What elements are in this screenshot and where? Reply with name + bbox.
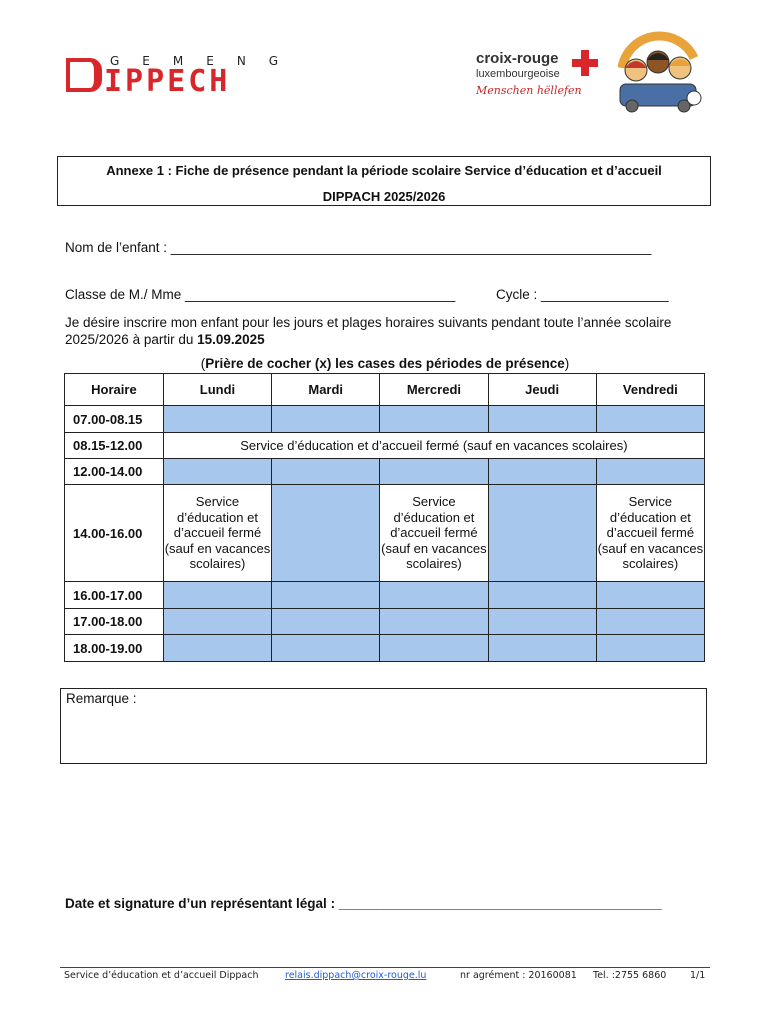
closed-afternoon-note-vendredi: Service d’éducation et d’accueil fermé (sauf en vacances scolaires): [596, 485, 704, 582]
footer-phone: Tel. :2755 6860: [593, 970, 667, 981]
checkbox-cell-mardi-0700[interactable]: [272, 406, 380, 433]
table-row: [65, 459, 705, 485]
document-title-box: [57, 156, 711, 206]
hour-cell: 12.00-14.00: [65, 459, 164, 485]
footer-agrement: nr agrément : 20160081: [460, 970, 577, 981]
signature-field[interactable]: Date et signature d’un représentant légal : ___________________________________________: [65, 896, 662, 911]
checkbox-cell-jeudi-1200[interactable]: [488, 459, 596, 485]
header-vendredi: Vendredi: [596, 374, 704, 406]
checkbox-cell-vendredi-1600[interactable]: [596, 582, 704, 609]
hour-cell: 07.00-08.15: [65, 406, 164, 433]
dippach-logo-d-shape: [66, 58, 102, 92]
table-row: [65, 635, 705, 662]
remark-box[interactable]: [60, 688, 707, 764]
checkbox-cell-jeudi-1800[interactable]: [488, 635, 596, 662]
table-row: [65, 406, 705, 433]
checkbox-cell-vendredi-1200[interactable]: [596, 459, 704, 485]
checkbox-cell-jeudi-1700[interactable]: [488, 609, 596, 635]
checkbox-cell-lundi-1200[interactable]: [163, 459, 271, 485]
document-title-line2: DIPPACH 2025/2026: [322, 189, 446, 204]
checkbox-cell-mardi-1600[interactable]: [272, 582, 380, 609]
checkbox-cell-lundi-0700[interactable]: [163, 406, 271, 433]
header-mercredi: Mercredi: [380, 374, 488, 406]
closed-afternoon-note-lundi: Service d’éducation et d’accueil fermé (sauf en vacances scolaires): [163, 485, 271, 582]
checkbox-cell-vendredi-1800[interactable]: [596, 635, 704, 662]
checkbox-cell-mercredi-0700[interactable]: [380, 406, 488, 433]
footer-email-link[interactable]: relais.dippach@croix-rouge.lu: [285, 970, 427, 981]
document-title-line1: Annexe 1 : Fiche de présence pendant la période scolaire Service d’éducation et d’accueil: [106, 163, 662, 178]
dippach-logo: [62, 50, 302, 99]
checkbox-cell-jeudi-1400[interactable]: [488, 485, 596, 582]
table-row: [65, 609, 705, 635]
checkbox-cell-lundi-1700[interactable]: [163, 609, 271, 635]
header-mardi: Mardi: [272, 374, 380, 406]
dippach-logo-top-text: GEMENG: [110, 54, 302, 68]
class-field[interactable]: Classe de M./ Mme ____________________________________: [65, 287, 456, 302]
croix-rouge-subtitle: luxembourgeoise: [476, 68, 560, 80]
header-horaire: Horaire: [65, 374, 164, 406]
relais-children-illustration: [608, 28, 708, 114]
hour-cell: 14.00-16.00: [65, 485, 164, 582]
intro-text: Je désire inscrire mon enfant pour les jours et plages horaires suivants pendant toute l’année scolaire 2025/2026 à partir du: [65, 315, 672, 347]
footer-divider: [60, 967, 710, 968]
checkbox-cell-mercredi-1200[interactable]: [380, 459, 488, 485]
croix-rouge-title: croix-rouge: [476, 50, 559, 67]
checkbox-cell-mercredi-1600[interactable]: [380, 582, 488, 609]
checkbox-cell-mardi-1700[interactable]: [272, 609, 380, 635]
table-row: [65, 485, 705, 582]
closed-afternoon-note-mercredi: Service d’éducation et d’accueil fermé (sauf en vacances scolaires): [380, 485, 488, 582]
checkbox-cell-mardi-1200[interactable]: [272, 459, 380, 485]
header-lundi: Lundi: [163, 374, 271, 406]
hour-cell: 17.00-18.00: [65, 609, 164, 635]
attendance-schedule-table: [64, 373, 705, 662]
checkbox-cell-jeudi-1600[interactable]: [488, 582, 596, 609]
footer-page-number: 1/1: [690, 970, 706, 981]
dippach-logo-main-text: IPPECH: [104, 64, 231, 99]
red-cross-icon: [572, 50, 598, 76]
checkbox-cell-lundi-1600[interactable]: [163, 582, 271, 609]
table-row: [65, 433, 705, 459]
checkbox-cell-mardi-1800[interactable]: [272, 635, 380, 662]
closed-morning-note: Service d’éducation et d’accueil fermé (sauf en vacances scolaires): [163, 433, 704, 459]
croix-rouge-tagline: Menschen hëllefen: [476, 84, 582, 97]
hour-cell: 18.00-19.00: [65, 635, 164, 662]
checkbox-cell-jeudi-0700[interactable]: [488, 406, 596, 433]
checkbox-cell-vendredi-0700[interactable]: [596, 406, 704, 433]
instruction-open-paren: (: [200, 356, 206, 371]
checkbox-cell-lundi-1800[interactable]: [163, 635, 271, 662]
instruction-close-paren: ): [564, 356, 570, 371]
cycle-field[interactable]: Cycle : _________________: [496, 287, 669, 302]
hour-cell: 08.15-12.00: [65, 433, 164, 459]
checkbox-cell-vendredi-1700[interactable]: [596, 609, 704, 635]
instruction-text: [0, 356, 770, 371]
checkbox-cell-mercredi-1700[interactable]: [380, 609, 488, 635]
instruction-bold: Prière de cocher (x) les cases des périodes de présence: [205, 356, 565, 371]
table-row: [65, 582, 705, 609]
header-jeudi: Jeudi: [488, 374, 596, 406]
footer-service: Service d’éducation et d’accueil Dippach: [64, 970, 259, 981]
croix-rouge-logo: [476, 48, 602, 100]
checkbox-cell-mardi-1400[interactable]: [272, 485, 380, 582]
hour-cell: 16.00-17.00: [65, 582, 164, 609]
table-header-row: [65, 374, 705, 406]
relais-logo: [608, 28, 708, 114]
child-name-field[interactable]: Nom de l’enfant : ________________________________________________________________: [65, 240, 652, 255]
start-date: 15.09.2025: [197, 332, 265, 347]
checkbox-cell-mercredi-1800[interactable]: [380, 635, 488, 662]
intro-paragraph: [65, 314, 710, 348]
remark-label: Remarque :: [66, 691, 137, 706]
